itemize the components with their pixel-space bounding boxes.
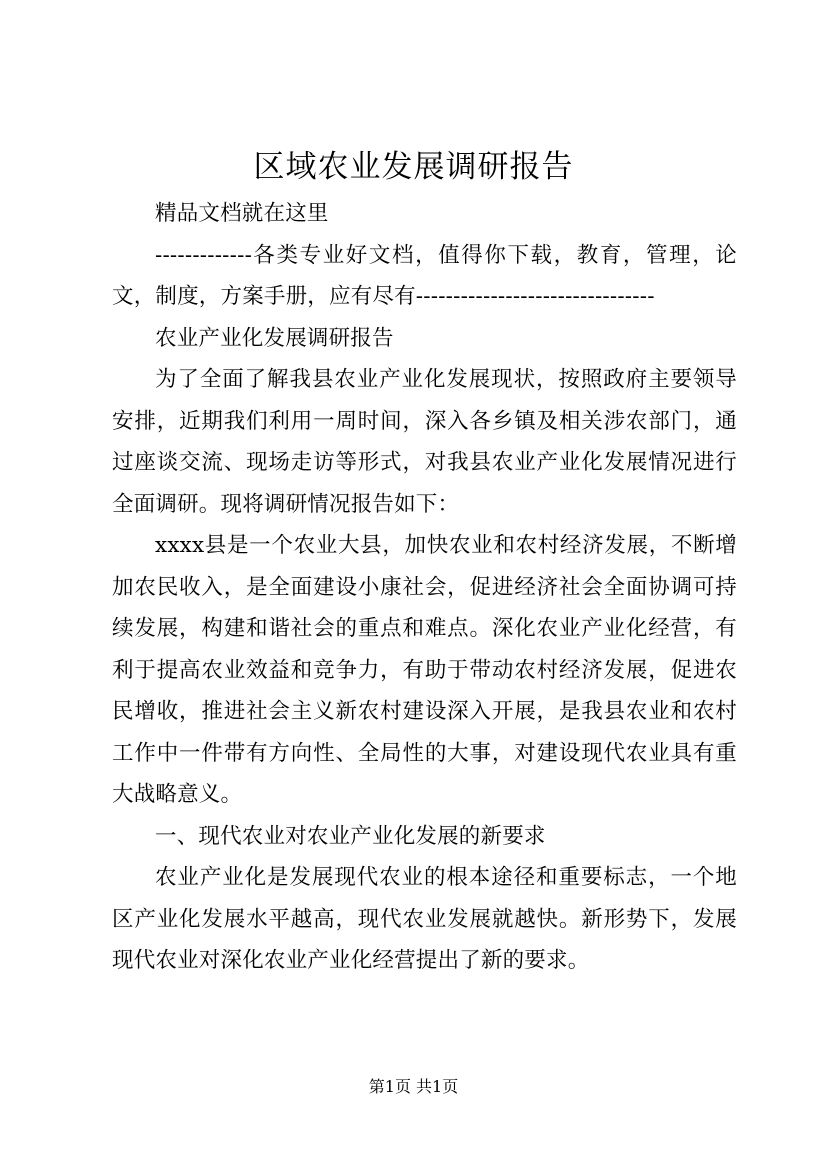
- paragraph-intro: 为了全面了解我县农业产业化发展现状，按照政府主要领导安排，近期我们利用一周时间，深入各乡镇及相关涉农部门，通过座谈交流、现场走访等形式，对我县农业产业化发展情况进行全面调研。现将调研情况报告如下：: [112, 367, 737, 517]
- section-heading-1: 一、现代农业对农业产业化发展的新要求: [155, 823, 546, 849]
- document-title: 区域农业发展调研报告: [253, 149, 574, 185]
- paragraph-banner: -------------各类专业好文档，值得你下载，教育，管理，论文，制度，方案手册，应有尽有--------------------------------: [112, 242, 737, 309]
- paragraph-tagline: 精品文档就在这里: [155, 201, 329, 226]
- paragraph-county: xxxx县是一个农业大县，加快农业和农村经济发展，不断增加农民收入，是全面建设小康社会，促进经济社会全面协调可持续发展，构建和谐社会的重点和难点。深化农业产业化经营，有利于提高农业效益和竞争力，有助于带动农村经济发展，促进农民增收，推进社会主义新农村建设深入开展，是我县农业和农村工作中一件带有方向性、全局性的大事，对建设现代农业具有重大战略意义。: [112, 533, 737, 807]
- paragraph-subtitle: 农业产业化发展调研报告: [155, 325, 394, 351]
- document-body: [112, 193, 737, 982]
- paragraph-section-1: 农业产业化是发展现代农业的根本途径和重要标志，一个地区产业化发展水平越高，现代农业发展就越快。新形势下，发展现代农业对深化农业产业化经营提出了新的要求。: [112, 865, 737, 973]
- page-number: 第1页 共1页: [368, 1077, 459, 1096]
